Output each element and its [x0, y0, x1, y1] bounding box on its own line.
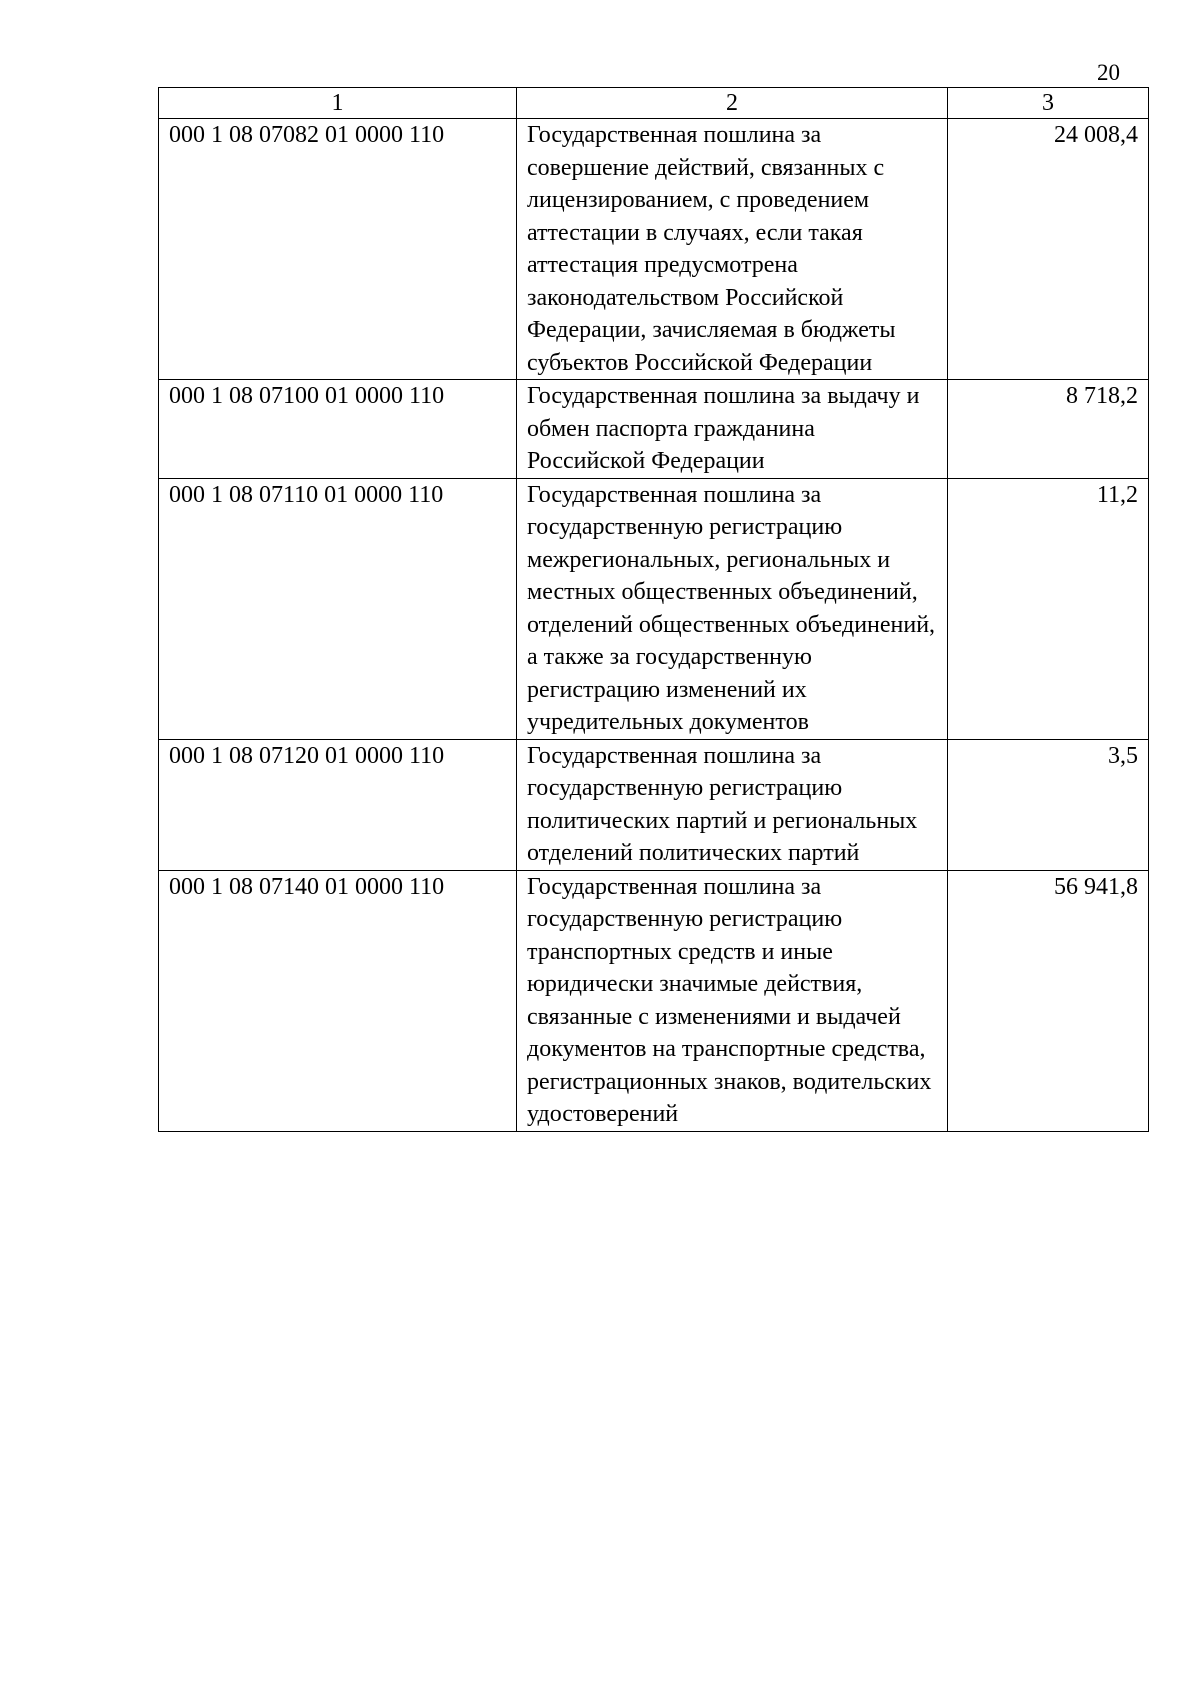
row-description: Государственная пошлина за государственную регистрацию политических партий и региональных отделений политических партий	[517, 739, 948, 870]
row-amount: 11,2	[948, 478, 1149, 739]
column-header-code: 1	[159, 88, 517, 119]
column-header-amount: 3	[948, 88, 1149, 119]
row-description: Государственная пошлина за выдачу и обмен паспорта гражданина Российской Федерации	[517, 380, 948, 479]
table-row	[159, 478, 1149, 739]
row-code: 000 1 08 07082 01 0000 110	[159, 119, 517, 380]
table-header-row	[159, 88, 1149, 119]
column-header-description: 2	[517, 88, 948, 119]
table-row	[159, 870, 1149, 1131]
table-row	[159, 119, 1149, 380]
row-code: 000 1 08 07110 01 0000 110	[159, 478, 517, 739]
row-amount: 24 008,4	[948, 119, 1149, 380]
row-code: 000 1 08 07100 01 0000 110	[159, 380, 517, 479]
row-code: 000 1 08 07120 01 0000 110	[159, 739, 517, 870]
row-amount: 3,5	[948, 739, 1149, 870]
table-row	[159, 380, 1149, 479]
row-amount: 8 718,2	[948, 380, 1149, 479]
row-description: Государственная пошлина за государственную регистрацию транспортных средств и иные юридически значимые действия, связанные с изменениями и выдачей документов на транспортные средства, регистрационных знаков, водительских удостоверений	[517, 870, 948, 1131]
row-code: 000 1 08 07140 01 0000 110	[159, 870, 517, 1131]
table-row	[159, 739, 1149, 870]
row-amount: 56 941,8	[948, 870, 1149, 1131]
page-number: 20	[1097, 60, 1120, 85]
row-description: Государственная пошлина за совершение действий, связанных с лицензированием, с проведением аттестации в случаях, если такая аттестация предусмотрена законодательством Российской Федерации, зачисляемая в бюджеты субъектов Российской Федерации	[517, 119, 948, 380]
budget-revenue-table	[158, 87, 1149, 1132]
row-description: Государственная пошлина за государственную регистрацию межрегиональных, региональных и местных общественных объединений, отделений общественных объединений, а также за государственную регистрацию изменений их учредительных документов	[517, 478, 948, 739]
